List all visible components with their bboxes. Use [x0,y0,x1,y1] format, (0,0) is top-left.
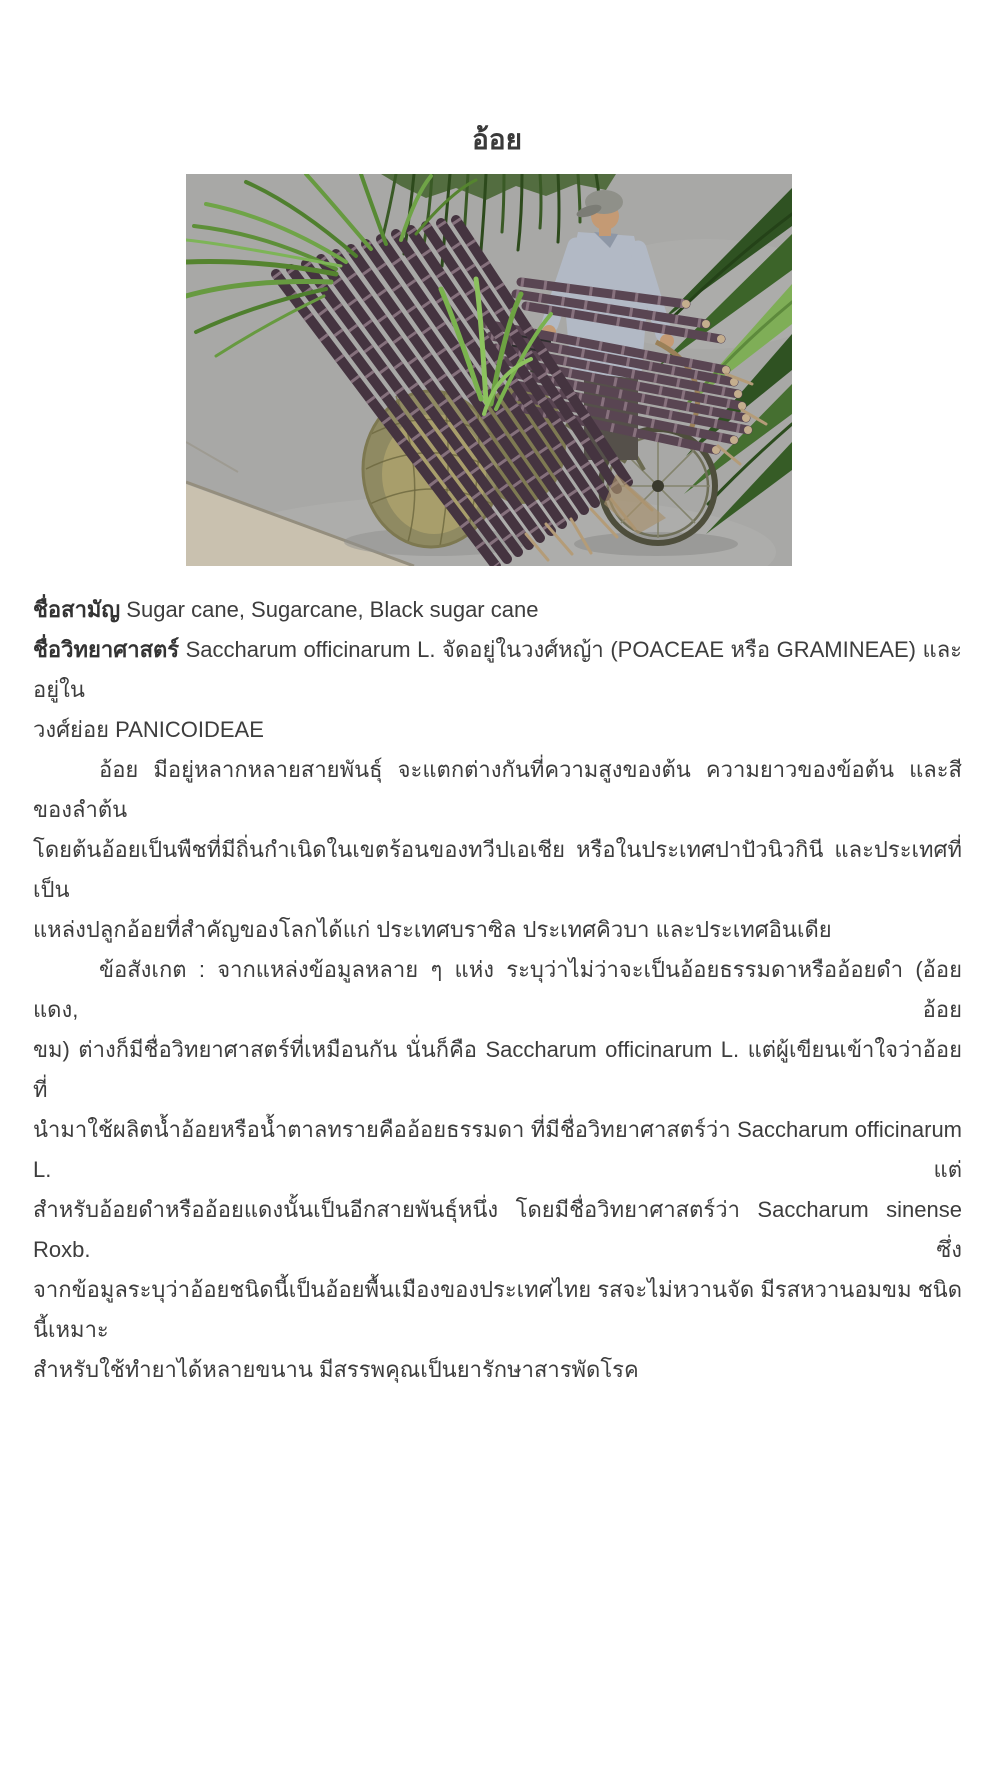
body-line: นำมาใช้ผลิตน้ำอ้อยหรือน้ำตาลทรายคืออ้อยธรรมดา ที่มีชื่อวิทยาศาสตร์ว่า Saccharum officinarum L. แต่ [33,1117,962,1182]
body-line: สำหรับใช้ทำยาได้หลายขนาน มีสรรพคุณเป็นยารักษาสารพัดโรค [33,1357,639,1382]
body-line: แหล่งปลูกอ้อยที่สำคัญของโลกได้แก่ ประเทศบราซิล ประเทศคิวบา และประเทศอินเดีย [33,917,832,942]
article-image [186,174,792,566]
body-line: อ้อย มีอยู่หลากหลายสายพันธุ์ จะแตกต่างกันที่ความสูงของต้น ความยาวของข้อต้น และสีของลำต้น [33,757,962,822]
body-line: ขม) ต่างก็มีชื่อวิทยาศาสตร์ที่เหมือนกัน นั่นก็คือ Saccharum officinarum L. แต่ผู้เขียนเข้าใจว่าอ้อยที่ [33,1037,962,1102]
page-title: อ้อย [471,124,523,155]
body-line: โดยต้นอ้อยเป็นพืชที่มีถิ่นกำเนิดในเขตร้อนของทวีปเอเชีย หรือในประเทศปาปัวนิวกินี และประเทศที่เป็น [33,837,962,902]
sugarcane-bicycle-illustration [186,174,792,566]
body-line: สำหรับอ้อยดำหรืออ้อยแดงนั้นเป็นอีกสายพันธุ์หนึ่ง โดยมีชื่อวิทยาศาสตร์ว่า Saccharum sinense Roxb. ซึ่ง [33,1197,962,1262]
article-body [33,590,962,1390]
subfamily-line: วงศ์ย่อย PANICOIDEAE [33,717,264,742]
body-line: ข้อสังเกต : จากแหล่งข้อมูลหลาย ๆ แห่ง ระบุว่าไม่ว่าจะเป็นอ้อยธรรมดาหรืออ้อยดำ (อ้อยแดง, อ้อย [33,957,962,1022]
common-name-line: ชื่อสามัญ Sugar cane, Sugarcane, Black sugar cane [33,597,539,622]
scientific-name-line: ชื่อวิทยาศาสตร์ Saccharum officinarum L. จัดอยู่ในวงศ์หญ้า (POACEAE หรือ GRAMINEAE) และอยู่ใน [33,637,962,702]
body-line: จากข้อมูลระบุว่าอ้อยชนิดนี้เป็นอ้อยพื้นเมืองของประเทศไทย รสจะไม่หวานจัด มีรสหวานอมขม ชนิดนี้เหมาะ [33,1277,962,1342]
